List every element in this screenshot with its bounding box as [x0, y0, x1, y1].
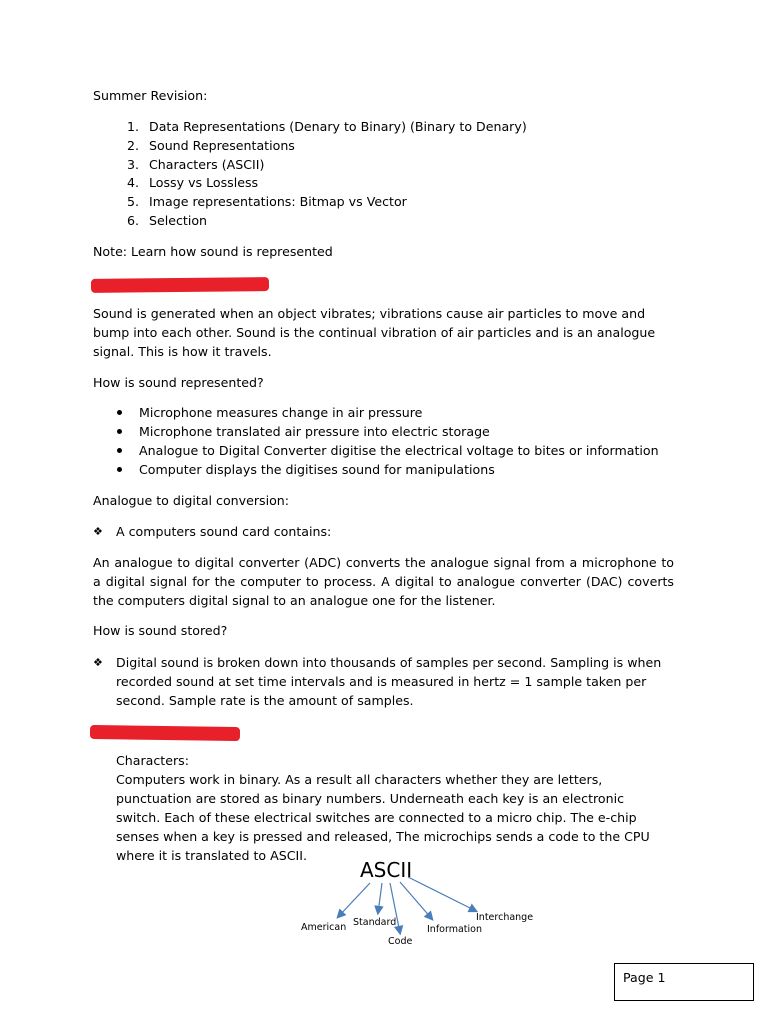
ascii-label-code: Code — [388, 936, 413, 947]
list-item: ❖ Digital sound is broken down into thousands of samples per second. Sampling is when recorded sound at set time intervals and is measured in hertz = 1 sample taken per second. Sample rate is the amount of samples. — [93, 655, 662, 708]
arrow-american — [338, 883, 370, 917]
list-item: Microphone measures change in air pressure — [93, 403, 659, 422]
list-item: 2. Sound Representations — [126, 137, 295, 153]
characters-section — [116, 751, 672, 865]
page-number-box — [614, 963, 754, 1001]
page-title: Summer Revision: — [93, 88, 208, 103]
ascii-label-information: Information — [427, 924, 482, 935]
section-heading: How is sound represented? — [93, 375, 264, 390]
bullet-list — [93, 403, 659, 479]
list-item: ❖ A computers sound card contains: — [93, 524, 332, 539]
note-text: Note: Learn how sound is represented — [93, 244, 333, 259]
list-item: 1. Data Representations (Denary to Binary) (Binary to Denary) — [126, 119, 527, 134]
arrow-standard — [378, 883, 382, 913]
bullet-icon — [93, 403, 139, 422]
list-item: 5. Image representations: Bitmap vs Vector — [126, 194, 407, 210]
list-item: Analogue to Digital Converter digitise the electrical voltage to bites or information — [93, 441, 659, 460]
bullet-icon — [93, 441, 139, 460]
bullet-icon — [93, 422, 139, 441]
sound-intro-paragraph: Sound is generated when an object vibrates; vibrations cause air particles to move and bump into each other. Sound is the continual vibration of air particles and is an analogue signal. This is how it travels. — [93, 306, 656, 359]
section-heading: How is sound stored? — [93, 623, 228, 638]
ascii-label-interchange: Interchange — [476, 912, 534, 923]
ascii-title: ASCII — [360, 858, 413, 882]
redaction-mark — [91, 277, 269, 293]
diamond-bullet-icon: ❖ — [93, 525, 103, 538]
list-item: 4. Lossy vs Lossless — [126, 175, 259, 191]
ascii-label-standard: Standard — [353, 917, 397, 928]
list-item: 6. Selection — [126, 212, 208, 228]
arrow-information — [400, 882, 432, 919]
redaction-mark — [90, 725, 240, 741]
ascii-label-american: American — [301, 922, 347, 933]
list-item: Microphone translated air pressure into electric storage — [93, 422, 659, 441]
characters-paragraph: Computers work in binary. As a result all characters whether they are letters, punctuation are stored as binary numbers. Underneath each key is an electronic switch. Each of these electrical switches are connected to a micro chip. The e-chip senses when a key is pressed and released, The microchips sends a code to the CPU where it is translated to ASCII. — [116, 772, 650, 863]
bullet-icon — [93, 460, 139, 479]
arrow-interchange — [408, 877, 476, 911]
list-item: 3. Characters (ASCII) — [126, 156, 265, 172]
ascii-arrows — [290, 855, 540, 955]
adc-paragraph: An analogue to digital converter (ADC) converts the analogue signal from a microphone to a digital signal for the computer to process. A digital to analogue converter (DAC) coverts the computers digital signal to an analogue one for the listener. — [93, 555, 674, 608]
diamond-bullet-icon: ❖ — [93, 656, 103, 669]
ascii-diagram — [290, 855, 540, 955]
section-heading: Analogue to digital conversion: — [93, 493, 290, 508]
characters-heading: Characters: — [116, 753, 189, 768]
topic-list — [93, 117, 527, 230]
list-item: Computer displays the digitises sound for manipulations — [93, 460, 659, 479]
page-number: Page 1 — [623, 970, 666, 985]
